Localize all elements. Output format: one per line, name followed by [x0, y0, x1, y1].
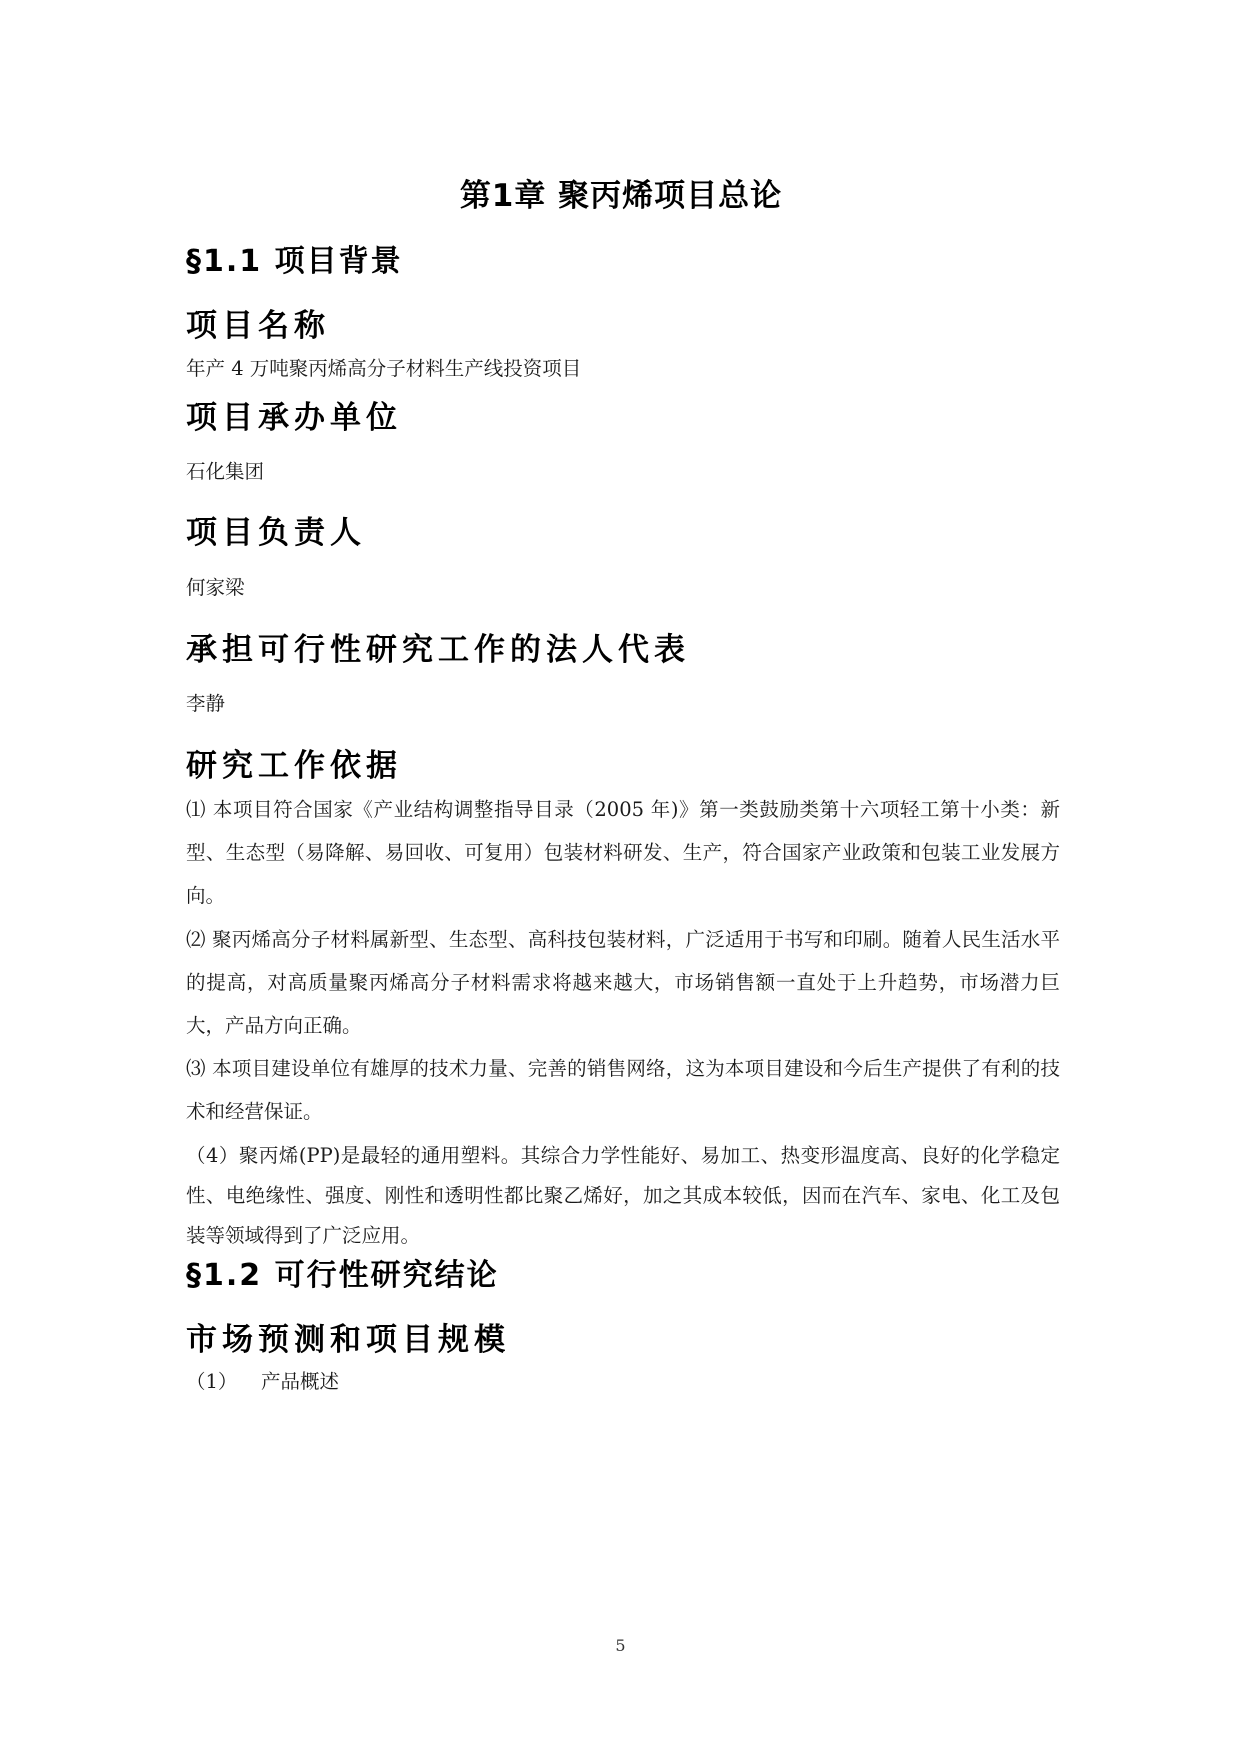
person-in-charge-value: 何家梁 [186, 576, 245, 599]
section-title-1-2: §1.2 可行性研究结论 [186, 1258, 499, 1293]
basis-paragraph-3: ⑶ 本项目建设单位有雄厚的技术力量、完善的销售网络，这为本项目建设和今后生产提供了有利的技术和经营保证。 [186, 1057, 1060, 1123]
heading-organizer: 项目承办单位 [186, 400, 402, 436]
basis-paragraph-2: ⑵ 聚丙烯高分子材料属新型、生态型、高科技包装材料，广泛适用于书写和印刷。随着人民生活水平的提高，对高质量聚丙烯高分子材料需求将越来越大，市场销售额一直处于上升趋势，市场潜力巨大，产品方向正确。 [186, 928, 1060, 1037]
basis-paragraph-4: （4）聚丙烯(PP)是最轻的通用塑料。其综合力学性能好、易加工、热变形温度高、良好的化学稳定性、电绝缘性、强度、刚性和透明性都比聚乙烯好，加之其成本较低，因而在汽车、家电、化工及包装等领域得到了广泛应用。 [186, 1144, 1060, 1247]
project-name-value: 年产 4 万吨聚丙烯高分子材料生产线投资项目 [186, 357, 582, 380]
heading-research-basis: 研究工作依据 [186, 748, 402, 784]
list-item-number: （1） [186, 1370, 238, 1393]
page-number: 5 [615, 1636, 626, 1655]
heading-person-in-charge: 项目负责人 [186, 515, 366, 551]
chapter-title: 第1章 聚丙烯项目总论 [459, 178, 783, 214]
list-item-text: 产品概述 [261, 1370, 340, 1393]
list-item [186, 1368, 339, 1396]
section-title-1-1: §1.1 项目背景 [186, 244, 403, 279]
heading-legal-representative: 承担可行性研究工作的法人代表 [186, 632, 690, 668]
heading-market-forecast: 市场预测和项目规模 [186, 1322, 510, 1358]
organizer-value: 石化集团 [186, 460, 265, 483]
heading-project-name: 项目名称 [186, 308, 330, 344]
basis-paragraph-1: ⑴ 本项目符合国家《产业结构调整指导目录（2005 年)》第一类鼓励类第十六项轻工第十小类：新型、生态型（易降解、易回收、可复用）包装材料研发、生产，符合国家产业政策和包装工业发展方向。 [186, 798, 1060, 907]
legal-representative-value: 李静 [186, 692, 226, 715]
